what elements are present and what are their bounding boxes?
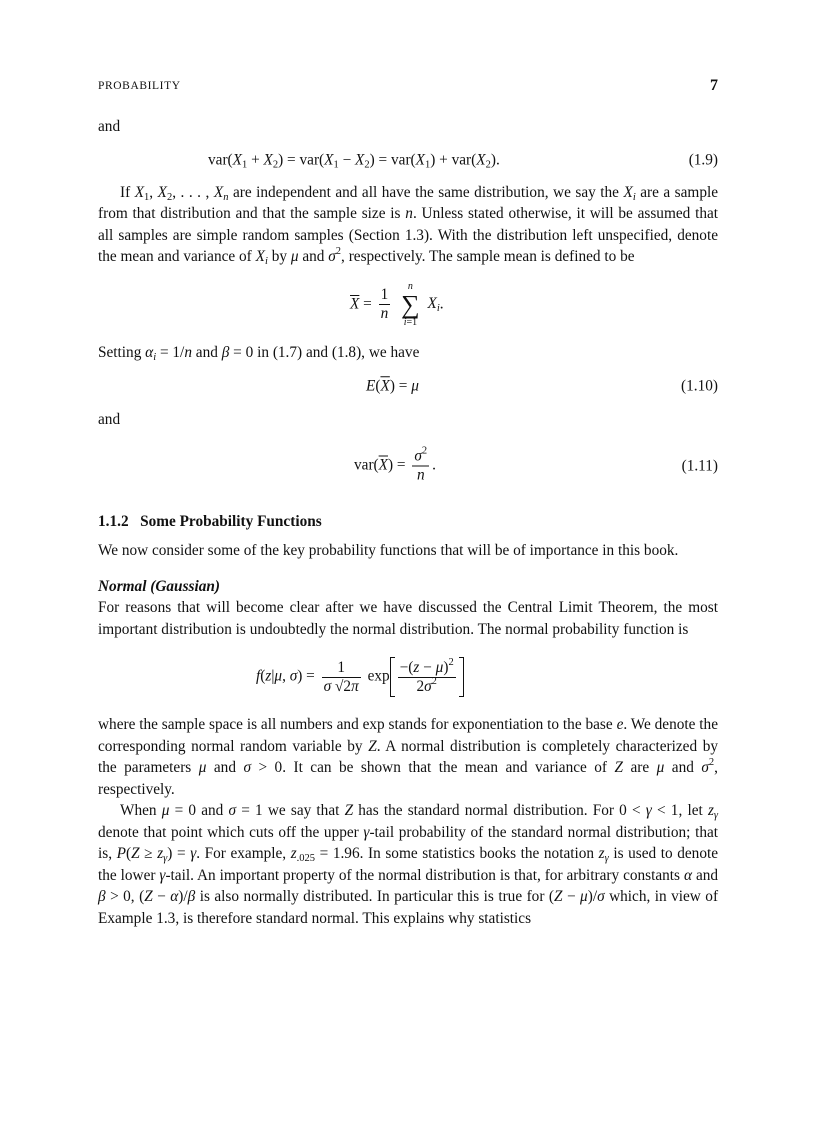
equation-number: (1.10) xyxy=(681,377,718,395)
equation-normal-density xyxy=(98,640,718,714)
normal-density-formula: f(z|μ, σ) = $\frac{1}{\sigma √2\pi}$ exp $\frac{-(z - \mu)^2}{2\sigma^2}$ xyxy=(256,657,464,697)
equation-1-11-body: $var(\overline{X})$ = $\frac{\sigma^2}{n}$ . xyxy=(354,445,436,483)
equation-1-11 xyxy=(98,431,718,501)
paragraph-setting: Setting $\alpha_i = 1/n$ and β = 0 in (1.7) and (1.8), we have xyxy=(98,343,420,363)
equation-1-9-body: $var(X_1 + X_2) = var(X_1 - X_2) = var(X_1) + var(X_2)$. xyxy=(208,150,500,170)
paragraph-when: When μ = 0 and σ = 1 we say that Z has the standard normal distribution. For 0 < γ < 1, let $z_\gamma$ denote that point which cuts off the upper γ-tail probability of the standard normal distribution; that is, $P(Z \ge z_\gamma) = \gamma$. For example, $z_{.025} = 1.96$. In some statistics books the notation $z_\gamma$ is used to denote the lower γ-tail. An important property of the normal distribution is that, for arbitrary constants α and β > 0, (Z − α)/β is also normally distributed. In particular this is true for (Z − μ)/σ which, in view of Example 1.3, is therefore standard normal. This explains why statistics xyxy=(98,802,719,927)
equation-1-10-body: $E(\overline{X}) = \mu$ xyxy=(366,377,419,395)
page-body xyxy=(98,116,718,929)
paragraph-sample: If $X_1$, $X_2$, . . . , $X_n$ are independent and all have the same distribution, we say the $X_i$ are a sample from that distribution and that the sample size is n. Unless stated otherwise, it will be assumed that all samples are simple random samples (Section 1.3). With the distribution left unspecified, denote the mean and variance of $X_i$ by μ and $\sigma^2$, respectively. The sample mean is defined to be xyxy=(98,183,719,267)
equation-1-10 xyxy=(98,363,718,409)
equation-number: (1.9) xyxy=(688,150,718,168)
sample-mean-formula: $\overline{X}$ = $\frac{1}{n}$ n ∑ i=1 $X_i$. xyxy=(350,280,444,328)
paragraph-intro-functions: We now consider some of the key probability functions that will be of importance in this book. xyxy=(98,542,679,559)
section-heading: 1.1.2 Some Probability Functions xyxy=(98,512,322,530)
subsection-heading: Normal (Gaussian) xyxy=(98,577,220,595)
equation-1-9 xyxy=(98,138,718,182)
equation-sample-mean xyxy=(98,268,718,342)
paragraph-and-1: and xyxy=(98,118,121,135)
page-number: 7 xyxy=(710,77,718,94)
paragraph-normal: For reasons that will become clear after we have discussed the Central Limit Theorem, the most important distribution is undoubtedly the normal distribution. The normal probability function is xyxy=(98,599,718,638)
running-head-title: PROBABILITY xyxy=(98,80,181,92)
paragraph-and-2: and xyxy=(98,411,121,428)
paragraph-where: where the sample space is all numbers and exp stands for exponentiation to the base e. We denote the corresponding normal random variable by Z. A normal distribution is completely characterized by the parameters μ and σ > 0. It can be shown that the mean and variance of Z are μ and $\sigma^2$, respectively. xyxy=(98,716,719,798)
running-head xyxy=(98,78,718,98)
equation-number: (1.11) xyxy=(681,456,718,474)
